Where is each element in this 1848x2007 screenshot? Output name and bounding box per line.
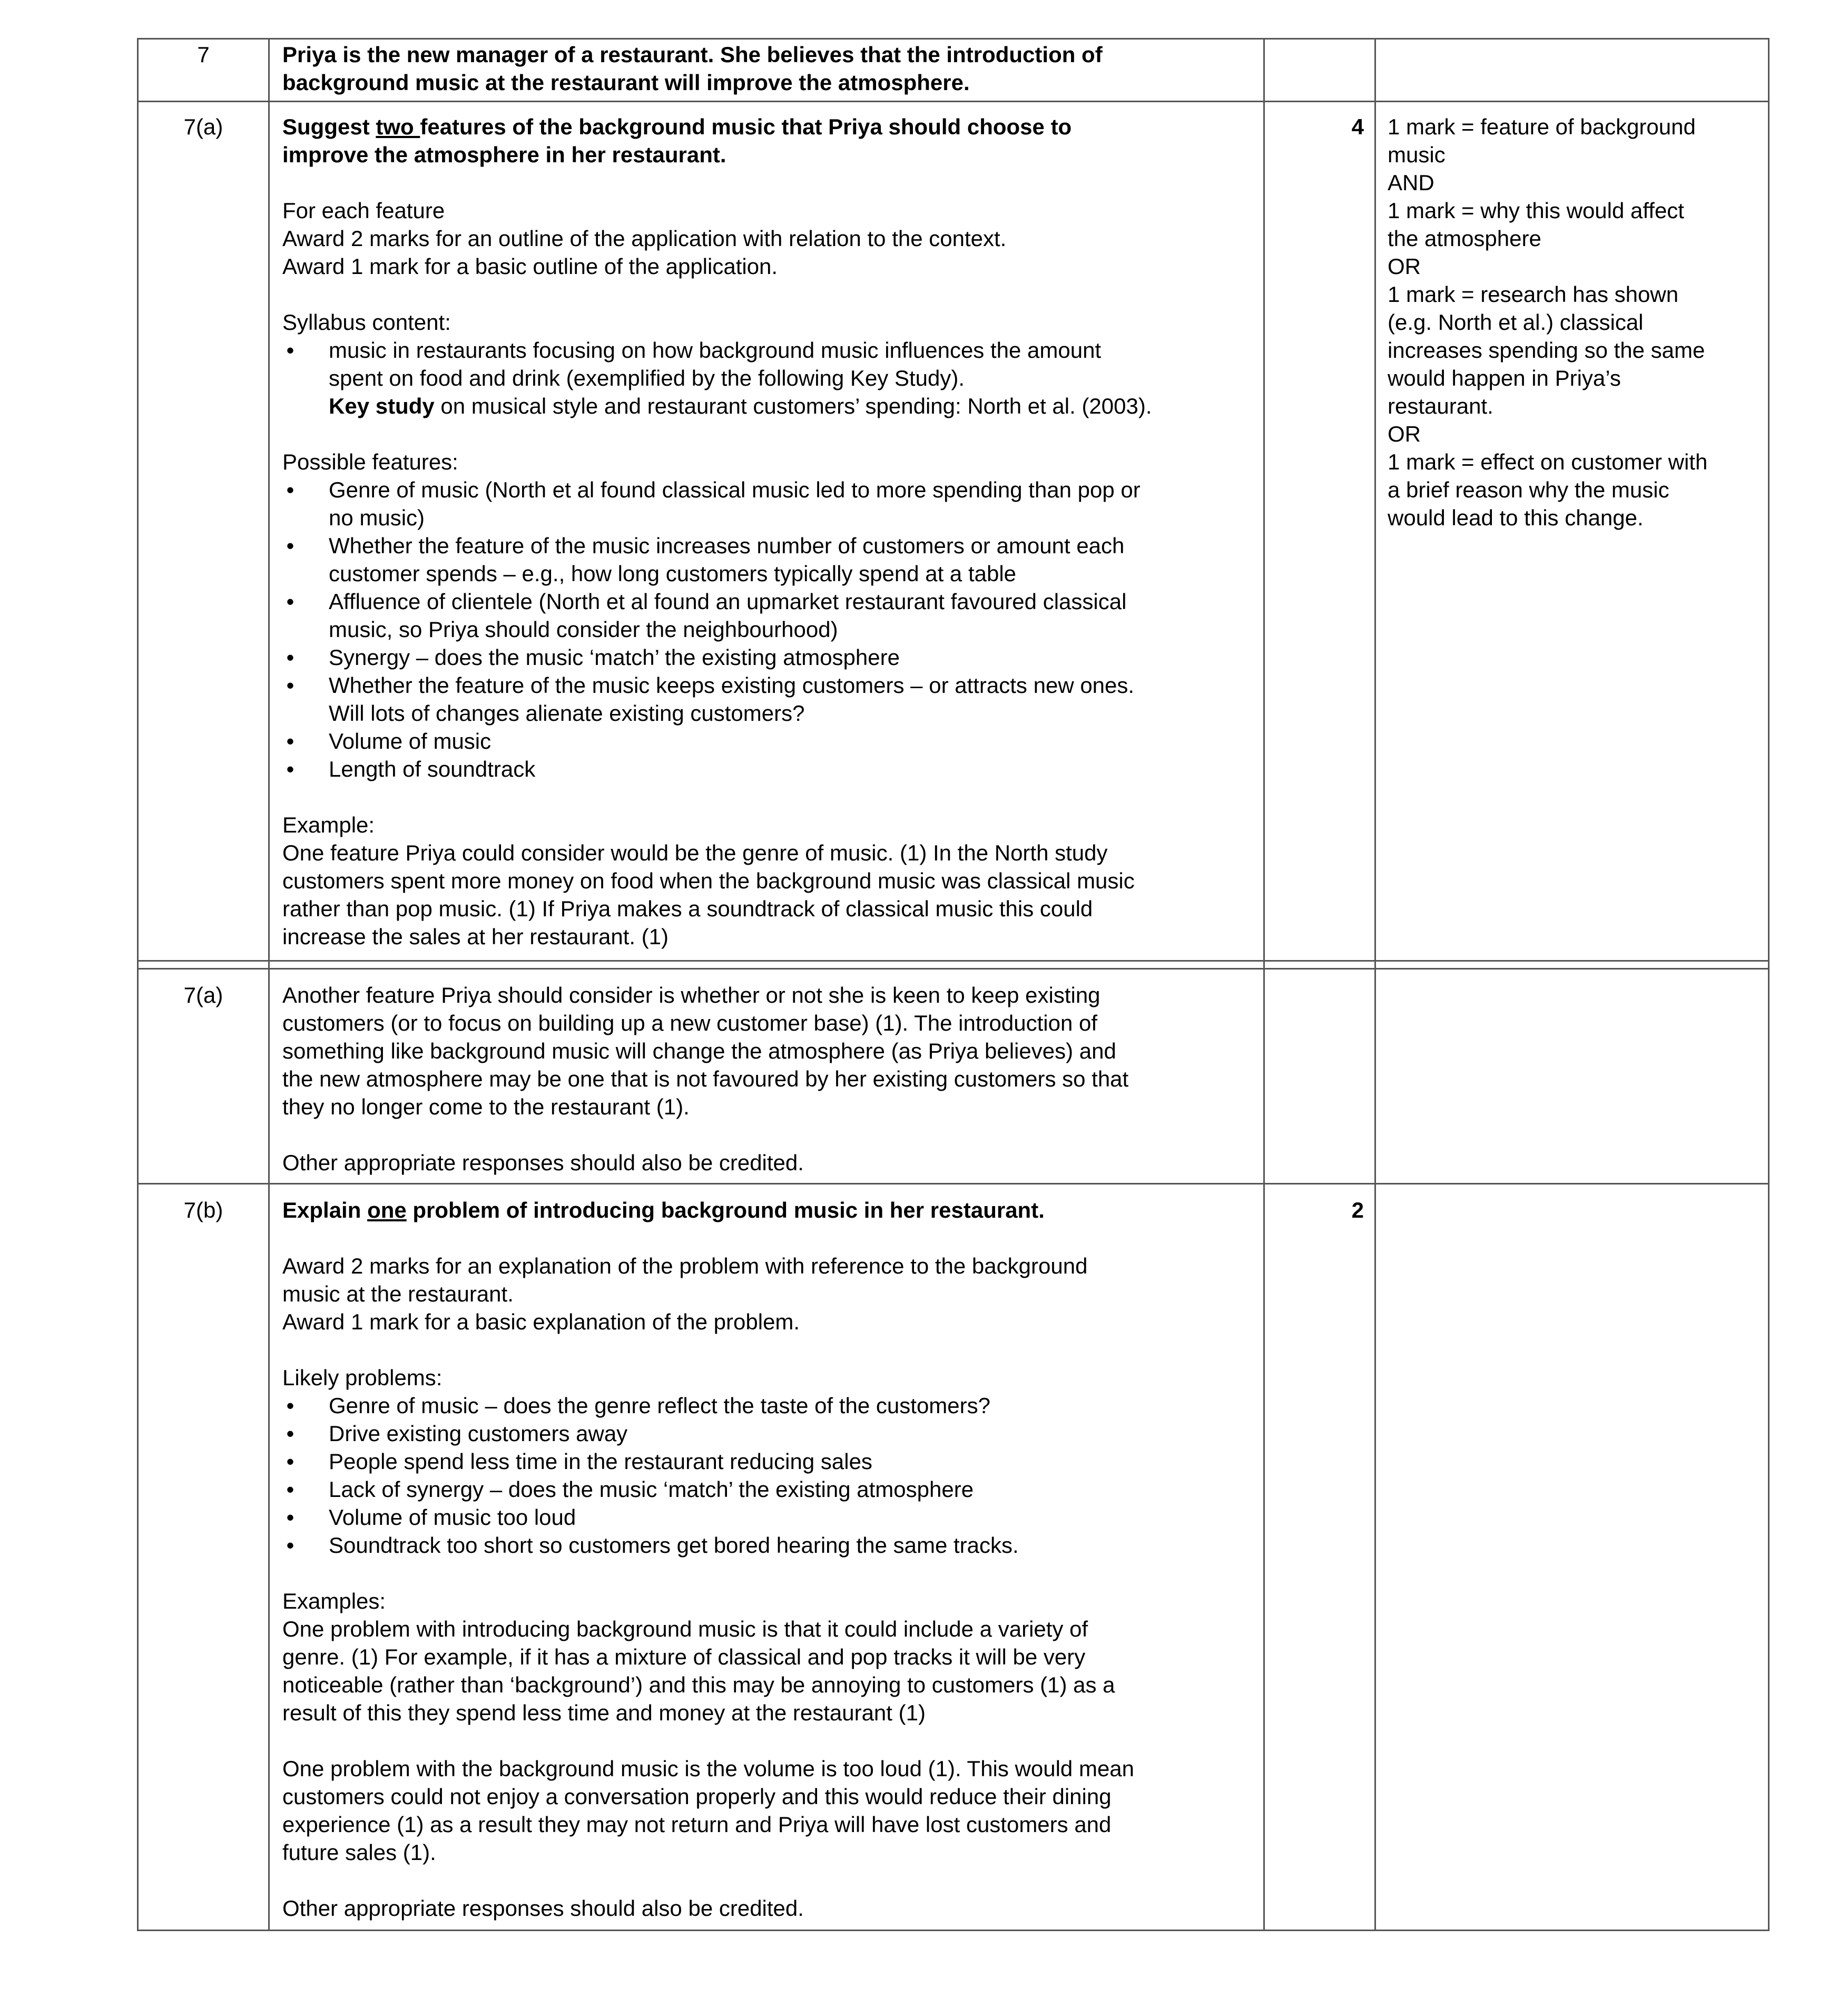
bullet-icon: •: [286, 1393, 294, 1418]
question-7b-row: [138, 1184, 1769, 1931]
guidance-cell: [1375, 102, 1769, 961]
features-heading: Possible features:: [282, 449, 458, 474]
answer-line: they no longer come to the restaurant (1).: [282, 1094, 690, 1119]
question-stem: [269, 39, 1264, 102]
guidance-line: AND: [1388, 170, 1434, 195]
syllabus-list: [282, 336, 1253, 420]
question-text: Suggest two features of the background music that Priya should choose to: [282, 114, 1072, 139]
bullet-icon: •: [286, 1505, 294, 1530]
bullet-icon: •: [286, 589, 294, 614]
example-line: genre. (1) For example, if it has a mixture of classical and pop tracks it will be very: [282, 1644, 1086, 1669]
bullet-icon: •: [286, 673, 294, 698]
list-item: • music in restaurants focusing on how background music influences the amount spent on food and drink (exemplified by the following Key Study). Key study on musical style and restaurant customers’ spending: North et al. (2003).: [282, 336, 1253, 420]
guidance-line: would happen in Priya’s: [1388, 366, 1621, 390]
question-text: Explain one problem of introducing background music in her restaurant.: [282, 1198, 1045, 1222]
bullet-icon: •: [286, 338, 294, 363]
list-item: • Lack of synergy – does the music ‘match’ the existing atmosphere: [282, 1475, 1253, 1503]
answer-line: Another feature Priya should consider is whether or not she is keen to keep existing: [282, 983, 1100, 1007]
award-2-text: Award 2 marks for an explanation of the problem with reference to the background: [282, 1254, 1088, 1278]
marks-value: 4: [1264, 102, 1375, 961]
bullet-icon: •: [286, 1477, 294, 1502]
list-item: • Soundtrack too short so customers get bored hearing the same tracks.: [282, 1531, 1253, 1559]
bullet-icon: •: [286, 729, 294, 753]
stem-line-2: background music at the restaurant will improve the atmosphere.: [282, 70, 970, 95]
guidance-line: OR: [1388, 254, 1421, 279]
guidance-line: restaurant.: [1388, 394, 1493, 418]
award-2-text-line-2: music at the restaurant.: [282, 1281, 514, 1306]
answer-cell: [269, 969, 1264, 1184]
guidance-line: 1 mark = feature of background: [1388, 114, 1696, 139]
list-item: • Genre of music – does the genre reflect the taste of the customers?: [282, 1392, 1253, 1419]
guidance-line: the atmosphere: [1388, 226, 1541, 251]
list-item: • Volume of music: [282, 727, 1253, 755]
other-responses-text: Other appropriate responses should also be credited.: [282, 1150, 804, 1175]
award-1-text: Award 1 mark for a basic explanation of the problem.: [282, 1309, 800, 1334]
bullet-icon: •: [286, 757, 294, 781]
list-item: • Affluence of clientele (North et al found an upmarket restaurant favoured classical music, so Priya should consider the neighbourhood): [282, 588, 1253, 643]
example-line: experience (1) as a result they may not return and Priya will have lost customers and: [282, 1812, 1112, 1837]
example-line: noticeable (rather than ‘background’) and this may be annoying to customers (1) as a: [282, 1672, 1115, 1697]
list-item: • Genre of music (North et al found classical music led to more spending than pop or no music): [282, 476, 1253, 532]
guidance-line: 1 mark = effect on customer with: [1388, 449, 1708, 474]
page-break-separator: [138, 961, 1769, 969]
answer-cell: [269, 1184, 1264, 1931]
marks-value: 2: [1264, 1184, 1375, 1931]
other-responses-text: Other appropriate responses should also be credited.: [282, 1896, 804, 1921]
list-item: • Length of soundtrack: [282, 755, 1253, 783]
question-text-line-2: improve the atmosphere in her restaurant.: [282, 142, 726, 167]
question-7a-row: [138, 102, 1769, 961]
award-1-text: Award 1 mark for a basic outline of the application.: [282, 254, 778, 279]
guidance-cell: [1375, 969, 1769, 1184]
bullet-icon: •: [286, 533, 294, 558]
example-line: One feature Priya could consider would be the genre of music. (1) In the North study: [282, 840, 1108, 865]
guidance-cell: [1375, 1184, 1769, 1931]
question-number: 7(b): [138, 1184, 269, 1931]
example-line: rather than pop music. (1) If Priya makes a soundtrack of classical music this could: [282, 896, 1093, 921]
examples-heading: Examples:: [282, 1589, 386, 1613]
list-item: • Whether the feature of the music keeps existing customers – or attracts new ones. Will lots of changes alienate existing customers?: [282, 671, 1253, 727]
list-item: • Drive existing customers away: [282, 1419, 1253, 1447]
list-item: • Synergy – does the music ‘match’ the existing atmosphere: [282, 643, 1253, 671]
for-each-text: For each feature: [282, 198, 445, 223]
problems-list: [282, 1392, 1253, 1559]
problems-heading: Likely problems:: [282, 1365, 443, 1390]
question-number: 7: [138, 39, 269, 102]
answer-line: the new atmosphere may be one that is not favoured by her existing customers so that: [282, 1066, 1129, 1091]
mark-scheme-table: [137, 38, 1770, 1931]
guidance-line: would lead to this change.: [1388, 505, 1644, 530]
list-item: • Whether the feature of the music increases number of customers or amount each customer spends – e.g., how long customers typically spend at a table: [282, 532, 1253, 588]
answer-line: customers (or to focus on building up a new customer base) (1). The introduction of: [282, 1011, 1098, 1035]
answer-line: something like background music will change the atmosphere (as Priya believes) and: [282, 1039, 1116, 1063]
example-line: One problem with the background music is the volume is too loud (1). This would mean: [282, 1756, 1135, 1781]
question-number: 7(a): [138, 102, 269, 961]
guidance-line: 1 mark = research has shown: [1388, 282, 1679, 307]
bullet-icon: •: [286, 477, 294, 502]
key-study-label: Key study: [329, 394, 435, 418]
bullet-icon: •: [286, 645, 294, 670]
guidance-line: OR: [1388, 422, 1421, 446]
guidance-line: increases spending so the same: [1388, 338, 1705, 363]
example-line: customers could not enjoy a conversation properly and this would reduce their dining: [282, 1784, 1112, 1809]
example-line: customers spent more money on food when the background music was classical music: [282, 868, 1135, 893]
guidance-line: (e.g. North et al.) classical: [1388, 310, 1644, 335]
marks-cell: [1264, 969, 1375, 1184]
marks-cell: [1264, 39, 1375, 102]
example-line: One problem with introducing background music is that it could include a variety of: [282, 1617, 1088, 1641]
answer-cell: [269, 102, 1264, 961]
list-item: • Volume of music too loud: [282, 1503, 1253, 1531]
features-list: [282, 476, 1253, 783]
stem-line-1: Priya is the new manager of a restaurant. She believes that the introduction of: [282, 42, 1103, 67]
example-line: result of this they spend less time and money at the restaurant (1): [282, 1700, 926, 1725]
bullet-icon: •: [286, 1449, 294, 1474]
guidance-line: a brief reason why the music: [1388, 477, 1669, 502]
guidance-cell: [1375, 39, 1769, 102]
syllabus-heading: Syllabus content:: [282, 310, 451, 335]
example-line: future sales (1).: [282, 1840, 436, 1865]
question-7-row: [138, 39, 1769, 102]
guidance-line: music: [1388, 142, 1446, 167]
award-2-text: Award 2 marks for an outline of the application with relation to the context.: [282, 226, 1007, 251]
example-line: increase the sales at her restaurant. (1): [282, 924, 669, 949]
guidance-line: 1 mark = why this would affect: [1388, 198, 1684, 223]
question-number: 7(a): [138, 969, 269, 1184]
bullet-icon: •: [286, 1421, 294, 1446]
list-item: • People spend less time in the restaurant reducing sales: [282, 1447, 1253, 1475]
question-7a-continued-row: [138, 969, 1769, 1184]
bullet-icon: •: [286, 1533, 294, 1558]
example-heading: Example:: [282, 812, 375, 837]
